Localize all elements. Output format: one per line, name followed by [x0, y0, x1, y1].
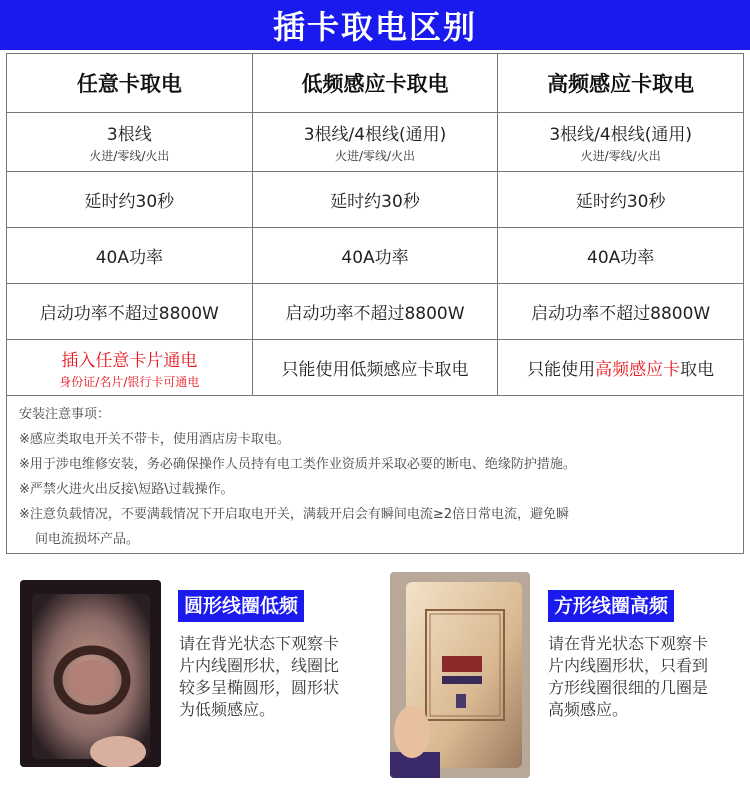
cell-main: 3根线 [106, 125, 152, 145]
note-item: ※严禁火进火出反接\短路\过载操作。 [19, 482, 234, 497]
table-cell: 只能使用低频感应卡取电 [253, 340, 499, 396]
table-cell: 40A功率 [253, 228, 499, 284]
table-cell [498, 113, 744, 172]
cell-main: 插入任意卡片通电 [61, 350, 198, 371]
table-header-row [7, 54, 744, 113]
high-freq-title: 方形线圈高频 [548, 590, 674, 622]
table-cell [7, 113, 253, 172]
note-item: ※感应类取电开关不带卡，使用酒店房卡取电。 [19, 432, 290, 447]
desc-line: 请在背光状态下观察卡 [548, 634, 709, 653]
desc-line: 高频感应。 [548, 700, 629, 719]
table-cell [7, 340, 253, 396]
table-cell: 延时约30秒 [7, 172, 253, 228]
table-cell: 40A功率 [7, 228, 253, 284]
table-cell: 启动功率不超过8800W [7, 284, 253, 340]
table-cell: 延时约30秒 [253, 172, 499, 228]
comparison-table [6, 53, 744, 396]
note-item: 间电流损坏产品。 [35, 532, 140, 547]
table-row [7, 228, 744, 284]
installation-notes [6, 394, 744, 554]
table-cell [498, 340, 744, 396]
table-cell [253, 113, 499, 172]
notes-heading: 安装注意事项： [19, 407, 111, 422]
cell-sub: 火进/零线/火出 [580, 149, 661, 163]
cell-main: 3根线/4根线(通用) [303, 125, 447, 145]
note-item: ※用于涉电维修安装，务必确保操作人员持有电工类作业资质并采取必要的断电、绝缘防护措施。 [19, 457, 576, 472]
cell-text: 取电 [680, 360, 715, 380]
low-freq-description [179, 633, 379, 721]
cell-text: 只能使用 [527, 360, 596, 380]
cell-sub: 火进/零线/火出 [334, 149, 416, 163]
desc-line: 较多呈椭圆形，圆形状 [179, 678, 340, 697]
header-any-card: 任意卡取电 [7, 54, 253, 113]
table-cell: 启动功率不超过8800W [253, 284, 499, 340]
table-cell: 延时约30秒 [498, 172, 744, 228]
note-item: ※注意负载情况，不要满载情况下开启取电开关，满载开启会有瞬间电流≥2倍日常电流，避免瞬 [19, 507, 570, 522]
desc-line: 片内线圈形状，只看到 [548, 656, 709, 675]
desc-line: 方形线圈很细的几圈是 [548, 678, 709, 697]
table-row [7, 284, 744, 340]
cell-sub: 火进/零线/火出 [89, 149, 170, 163]
desc-line: 请在背光状态下观察卡 [179, 634, 340, 653]
low-freq-card-photo [20, 580, 161, 767]
cell-sub: 身份证/名片/银行卡可通电 [59, 374, 200, 389]
header-high-freq: 高频感应卡取电 [498, 54, 744, 113]
low-freq-title: 圆形线圈低频 [178, 590, 304, 622]
table-row [7, 340, 744, 396]
desc-line: 为低频感应。 [179, 700, 276, 719]
table-cell: 40A功率 [498, 228, 744, 284]
high-freq-description [548, 633, 748, 721]
high-freq-card-photo [390, 572, 530, 778]
cell-highlight: 高频感应卡 [595, 360, 681, 380]
table-row [7, 113, 744, 172]
table-cell: 启动功率不超过8800W [498, 284, 744, 340]
page-title: 插卡取电区别 [0, 0, 750, 50]
cell-main: 3根线/4根线(通用) [549, 125, 692, 145]
table-row [7, 172, 744, 228]
header-low-freq: 低频感应卡取电 [253, 54, 499, 113]
desc-line: 片内线圈形状，线圈比 [179, 656, 340, 675]
